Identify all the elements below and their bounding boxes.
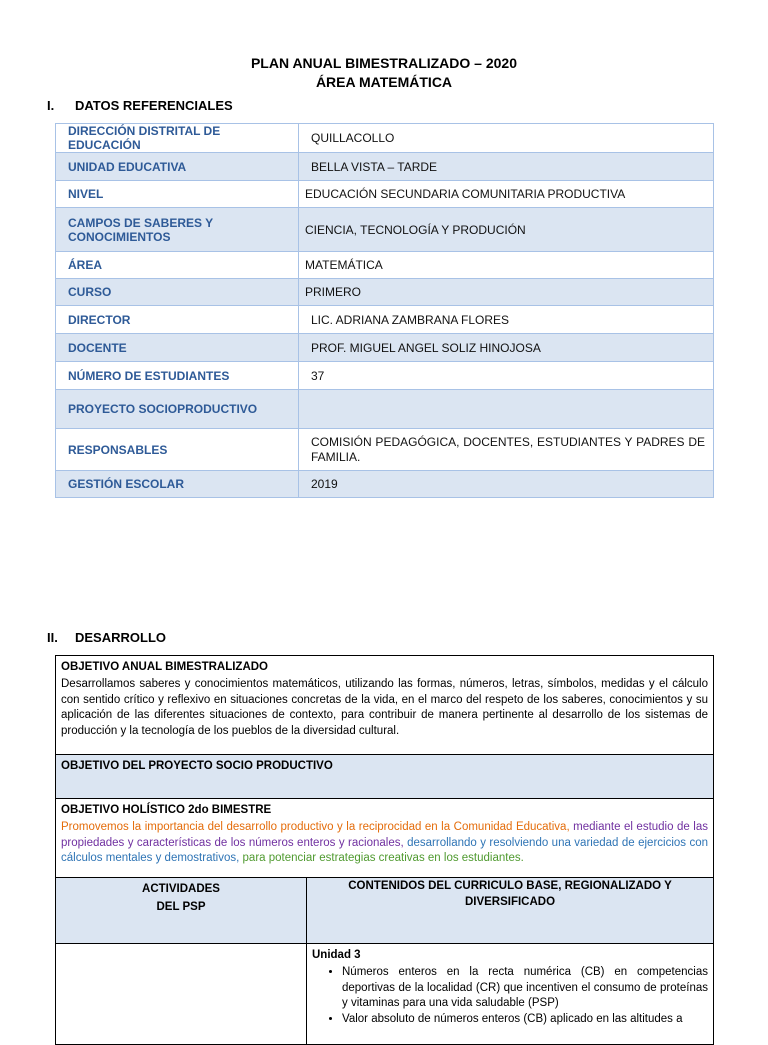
table-row (56, 124, 714, 153)
objetivo-anual-title: OBJETIVO ANUAL BIMESTRALIZADO (61, 661, 269, 673)
table-row (56, 252, 714, 279)
objetivo-holistico-title: OBJETIVO HOLÍSTICO 2do BIMESTRE (61, 804, 272, 816)
row-value: CIENCIA, TECNOLOGÍA Y PRODUCIÓN (299, 208, 714, 252)
objetivo-psp-title: OBJETIVO DEL PROYECTO SOCIO PRODUCTIVO (61, 760, 333, 772)
table-row (56, 878, 714, 944)
table-row (56, 390, 714, 429)
objetivo-holistico-text (61, 820, 708, 867)
holistico-saber: mediante el estudio de las propiedades y características de los números enteros y racionales, (61, 821, 708, 849)
desarrollo-table (55, 655, 714, 1045)
table-row (56, 362, 714, 390)
row-label: RESPONSABLES (56, 429, 299, 471)
row-label: ÁREA (56, 252, 299, 279)
column-header-actividades: ACTIVIDADES DEL PSP (56, 878, 307, 944)
table-row (56, 755, 714, 799)
row-label: PROYECTO SOCIOPRODUCTIVO (56, 390, 299, 429)
list-item: • Valor absoluto de números enteros (CB) aplicado en las altitudes a (342, 1012, 708, 1028)
contenidos-list (312, 965, 708, 1027)
row-value: BELLA VISTA – TARDE (299, 153, 714, 181)
objetivo-anual-text: Desarrollamos saberes y conocimientos matemáticos, utilizando las formas, números, letras, símbolos, medidas y el cálculo con sentido crítico y reflexivo en situaciones concretas de la vida, en el marco del respeto de los saberes, conocimientos y su aplicación de las diferentes situaciones de contexto, para contribuir de manera pertinente al desarrollo de los sistemas de producción y la tecnología de los pueblos de la diversidad cultural. (61, 678, 708, 737)
section-title: DATOS REFERENCIALES (75, 98, 233, 113)
section-heading-datos (47, 98, 233, 113)
table-row (56, 181, 714, 208)
table-row (56, 279, 714, 306)
holistico-decidir: para potenciar estrategias creativas en los estudiantes. (239, 852, 524, 864)
row-value: PROF. MIGUEL ANGEL SOLIZ HINOJOSA (299, 334, 714, 362)
row-label: DIRECTOR (56, 306, 299, 334)
row-label: NIVEL (56, 181, 299, 208)
row-label: DOCENTE (56, 334, 299, 362)
list-item: • Números enteros en la recta numérica (CB) en competencias deportivas de la localidad (CR) que incentiven el consumo de proteínas y vitaminas para una vida saludable (PSP) (342, 965, 708, 1012)
document-title: PLAN ANUAL BIMESTRALIZADO – 2020 (250, 55, 518, 71)
holistico-ser: Promovemos la importancia del desarrollo productivo y la reciprocidad en la Comunidad Educativa, (61, 821, 570, 833)
column-header-contenidos: CONTENIDOS DEL CURRICULO BASE, REGIONALIZADO Y DIVERSIFICADO (307, 878, 714, 944)
row-value (299, 390, 714, 429)
holistico-hacer: desarrollando y resolviendo una variedad de ejercicios con cálculos mentales y demostrativos, (61, 836, 709, 864)
row-label: NÚMERO DE ESTUDIANTES (56, 362, 299, 390)
row-value: MATEMÁTICA (299, 252, 714, 279)
row-value: QUILLACOLLO (299, 124, 714, 153)
unidad-title: Unidad 3 (312, 949, 361, 961)
row-label: UNIDAD EDUCATIVA (56, 153, 299, 181)
table-row (56, 334, 714, 362)
row-value: COMISIÓN PEDAGÓGICA, DOCENTES, ESTUDIANTES Y PADRES DE FAMILIA. (299, 429, 714, 471)
section-title: DESARROLLO (75, 630, 166, 645)
table-row (56, 306, 714, 334)
row-value: EDUCACIÓN SECUNDARIA COMUNITARIA PRODUCTIVA (299, 181, 714, 208)
section-number: II. (47, 630, 58, 645)
row-value: 2019 (299, 471, 714, 498)
table-row (56, 944, 714, 1045)
table-row (56, 471, 714, 498)
section-heading-desarrollo (47, 630, 166, 645)
table-row (56, 208, 714, 252)
row-label: GESTIÓN ESCOLAR (56, 471, 299, 498)
datos-referenciales-table (55, 123, 714, 498)
table-row (56, 429, 714, 471)
table-row (56, 799, 714, 878)
section-number: I. (47, 98, 55, 113)
row-label: CURSO (56, 279, 299, 306)
row-value: 37 (299, 362, 714, 390)
contenidos-cell (307, 944, 714, 1045)
table-row (56, 656, 714, 755)
document-subtitle: ÁREA MATEMÁTICA (315, 74, 453, 90)
row-label: DIRECCIÓN DISTRITAL DE EDUCACIÓN (56, 124, 299, 153)
row-label: CAMPOS DE SABERES Y CONOCIMIENTOS (56, 208, 299, 252)
table-row (56, 153, 714, 181)
row-value: LIC. ADRIANA ZAMBRANA FLORES (299, 306, 714, 334)
row-value: PRIMERO (299, 279, 714, 306)
actividades-cell (56, 944, 307, 1045)
